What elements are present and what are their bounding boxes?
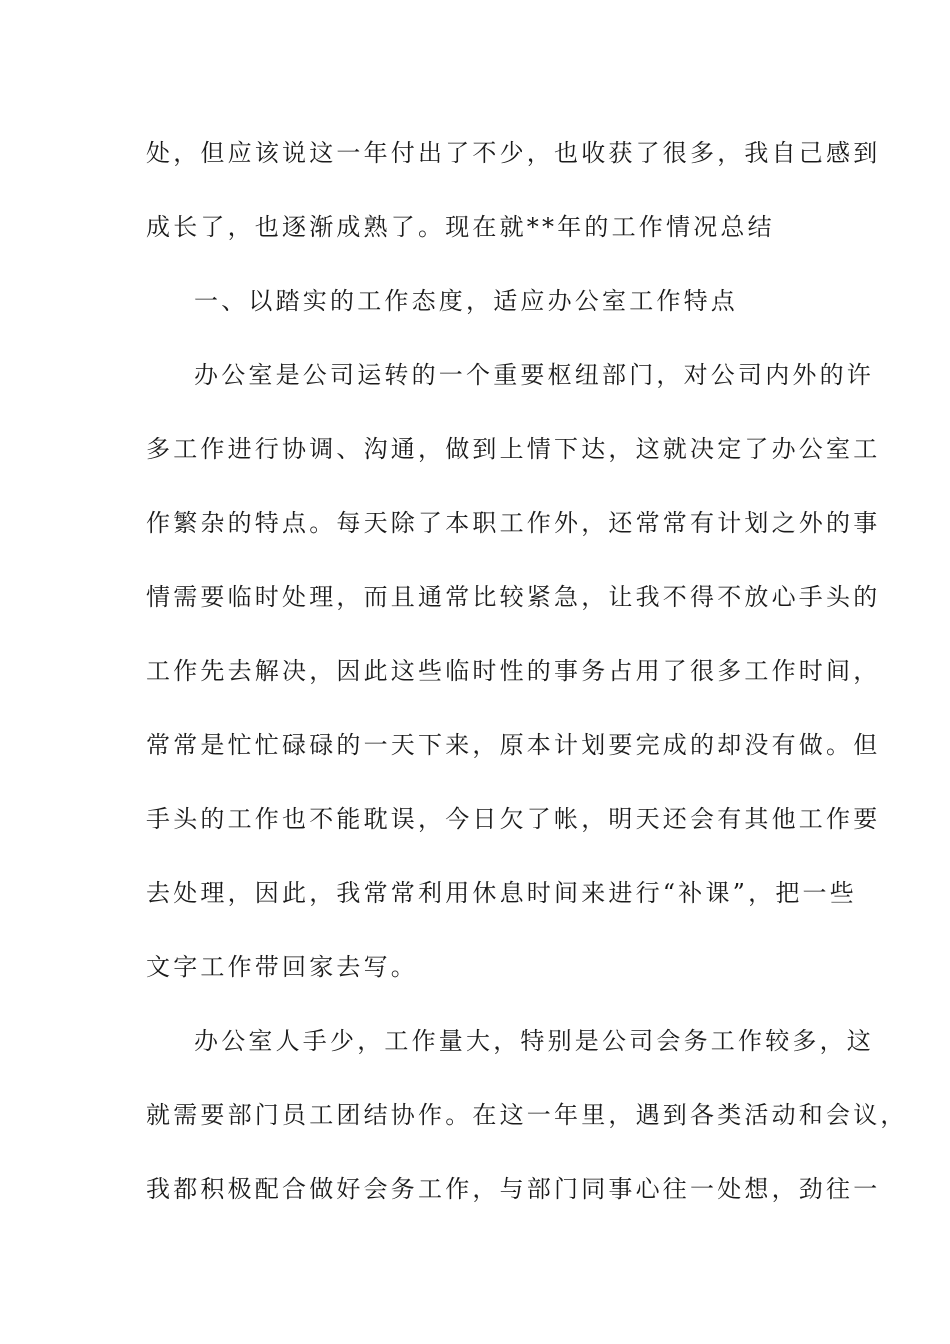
paragraph-first-line: 办公室是公司运转的一个重要枢纽部门，对公司内外的许 <box>194 361 874 389</box>
text-line: 多工作进行协调、沟通，做到上情下达，这就决定了办公室工 <box>146 435 881 463</box>
text-line: 文字工作带回家去写。 <box>146 953 418 981</box>
paragraph-first-line: 办公室人手少，工作量大，特别是公司会务工作较多，这 <box>194 1027 874 1055</box>
text-line: 我都积极配合做好会务工作，与部门同事心往一处想，劲往一 <box>146 1175 881 1203</box>
text-line: 常常是忙忙碌碌的一天下来，原本计划要完成的却没有做。但 <box>146 731 881 759</box>
text-line: 情需要临时处理，而且通常比较紧急，让我不得不放心手头的 <box>146 583 881 611</box>
text-line: 手头的工作也不能耽误，今日欠了帐，明天还会有其他工作要 <box>146 805 881 833</box>
text-line: 处，但应该说这一年付出了不少，也收获了很多，我自己感到 <box>146 139 881 167</box>
text-line: 工作先去解决，因此这些临时性的事务占用了很多工作时间， <box>146 657 881 685</box>
text-line: 作繁杂的特点。每天除了本职工作外，还常常有计划之外的事 <box>146 509 881 537</box>
section-heading: 一、以踏实的工作态度，适应办公室工作特点 <box>194 287 738 315</box>
text-line: 就需要部门员工团结协作。在这一年里，遇到各类活动和会议， <box>146 1101 908 1129</box>
text-line: 去处理，因此，我常常利用休息时间来进行“补课”，把一些 <box>146 879 857 907</box>
text-line: 成长了，也逐渐成熟了。现在就**年的工作情况总结 <box>146 213 775 241</box>
